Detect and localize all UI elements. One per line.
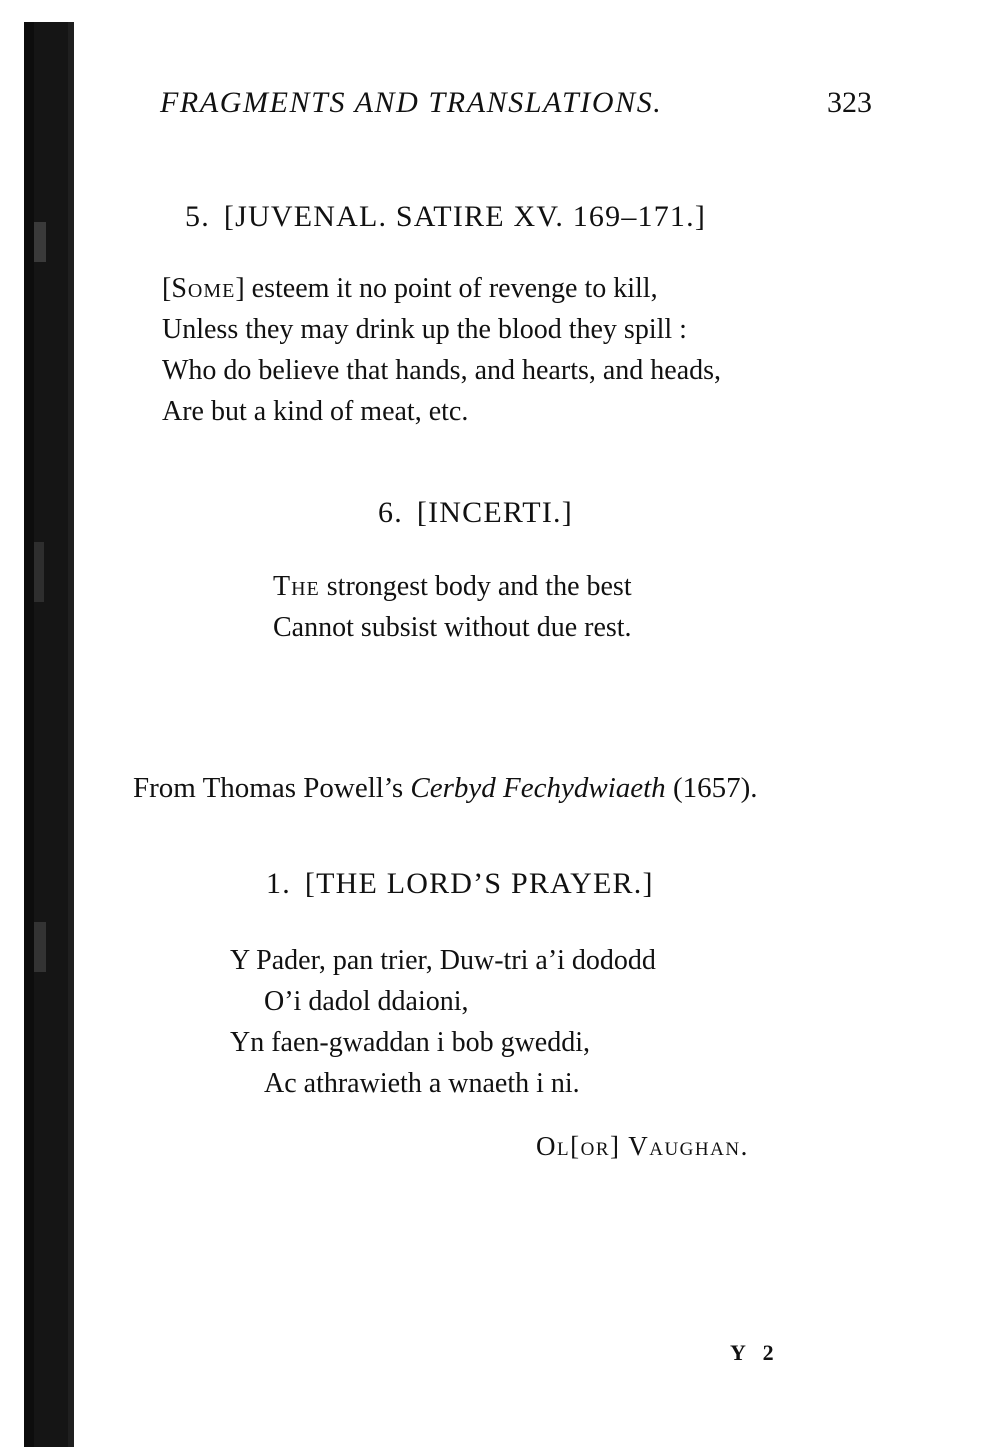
source-attribution	[133, 772, 758, 805]
poem-line: Who do believe that hands, and hearts, and heads,	[162, 355, 722, 386]
section-5-number: 5.	[185, 200, 210, 233]
poem-line: Unless they may drink up the blood they spill :	[162, 314, 687, 345]
page-header	[160, 86, 872, 132]
poem-line: Y Pader, pan trier, Duw-tri a’i dododd	[230, 945, 656, 976]
section-5-title: [JUVENAL. SATIRE XV. 169–171.]	[223, 200, 707, 233]
section-1-poem	[230, 940, 656, 1104]
page-number: 323	[827, 86, 872, 119]
section-5-heading	[185, 200, 706, 234]
poem-line: Ac athrawieth a wnaeth i ni.	[264, 1068, 580, 1099]
source-suffix: (1657).	[665, 772, 758, 804]
section-6-title: [INCERTI.]	[416, 496, 573, 529]
section-6-heading	[378, 496, 573, 530]
printers-signature-mark: Y 2	[730, 1340, 780, 1365]
poem-line: Cannot subsist without due rest.	[273, 612, 632, 643]
binding-edge	[24, 22, 74, 1447]
poem-line: Are but a kind of meat, etc.	[162, 396, 469, 427]
first-word: The	[273, 571, 320, 602]
author-signature: Ol[or] Vaughan.	[536, 1131, 749, 1161]
running-title: FRAGMENTS AND TRANSLATIONS.	[160, 86, 663, 119]
source-work-title: Cerbyd Fechydwiaeth	[410, 772, 666, 804]
section-6-number: 6.	[378, 496, 403, 529]
poem-line: [Some] esteem it no point of revenge to kill,	[162, 273, 658, 304]
section-1-number: 1.	[266, 867, 291, 900]
section-5-poem	[162, 268, 721, 432]
source-prefix: From Thomas Powell’s	[133, 772, 411, 804]
poem-line: O’i dadol ddaioni,	[264, 986, 469, 1017]
poem-line: Yn faen-gwaddan i bob gweddi,	[230, 1027, 591, 1058]
poem-line: The strongest body and the best	[273, 571, 632, 602]
section-1-title: [THE LORD’S PRAYER.]	[304, 867, 654, 900]
section-1-heading	[266, 867, 654, 901]
first-word: Some	[171, 273, 236, 304]
section-6-poem	[273, 566, 632, 648]
